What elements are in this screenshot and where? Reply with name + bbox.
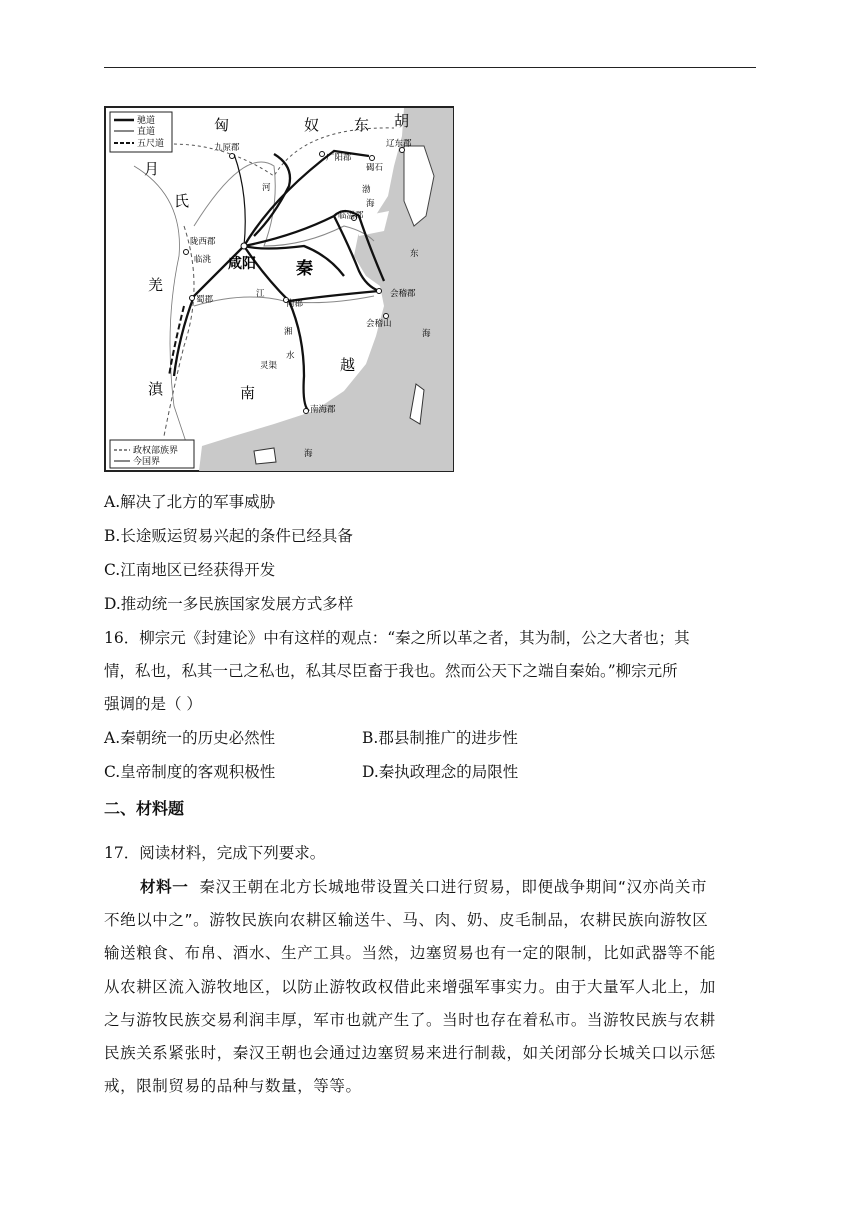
material-line-3: 输送粮食、布帛、酒水、生产工具。当然，边塞贸易也有一定的限制，比如武器等不能 bbox=[104, 944, 716, 962]
material-line-1 bbox=[140, 877, 707, 897]
label-hu: 胡 bbox=[394, 112, 410, 130]
label-zhi: 氏 bbox=[174, 192, 190, 210]
label-nanhai: 南海郡 bbox=[310, 405, 336, 415]
q16-line-2: 情，私也，私其一己之私也，私其尽臣畜于我也。然而公天下之端自秦始。”柳宗元所 bbox=[104, 662, 678, 680]
q16-option-a: A.秦朝统一的历史必然性 bbox=[104, 729, 276, 747]
label-dong: 东 bbox=[354, 116, 370, 134]
label-xiang: 湘 bbox=[284, 327, 293, 337]
legend-modern-border: 今国界 bbox=[133, 457, 161, 467]
label-bo: 渤 bbox=[362, 185, 371, 195]
material-line-5: 之与游牧民族交易利润丰厚，军市也就产生了。当时也存在着私市。当游牧民族与农耕 bbox=[104, 1011, 716, 1029]
label-kuaijishan: 会稽山 bbox=[366, 319, 392, 329]
q15-option-b: B.长途贩运贸易兴起的条件已经具备 bbox=[104, 527, 353, 545]
label-lingqu: 灵渠 bbox=[260, 361, 278, 371]
section-title: 二、材料题 bbox=[104, 799, 185, 818]
qin-roads-map bbox=[104, 106, 454, 472]
q16-line-3: 强调的是（ ） bbox=[104, 695, 202, 713]
material-line-2: 不绝以中之”。游牧民族向农耕区输送牛、马、肉、奶、皮毛制品，农耕民族向游牧区 bbox=[104, 911, 709, 929]
material-label: 材料一 bbox=[140, 878, 189, 896]
label-eastsea: 海 bbox=[422, 329, 431, 339]
label-nan: 南 bbox=[240, 384, 256, 402]
label-southsea: 海 bbox=[304, 449, 313, 459]
label-yue2: 越 bbox=[340, 356, 356, 374]
label-shu: 蜀郡 bbox=[196, 295, 214, 305]
label-liaodong: 辽东郡 bbox=[386, 139, 412, 149]
q16-option-c: C.皇帝制度的客观积极性 bbox=[104, 763, 276, 781]
label-xianyang: 咸阳 bbox=[228, 256, 256, 272]
q16-line-1: 16．柳宗元《封建论》中有这样的观点：“秦之所以革之者，其为制，公之大者也；其 bbox=[104, 629, 690, 647]
label-qiang: 羌 bbox=[148, 276, 164, 294]
material-line-7: 戒，限制贸易的品种与数量，等等。 bbox=[104, 1077, 362, 1095]
label-east: 东 bbox=[410, 249, 419, 259]
label-yuyang: 广阳郡 bbox=[326, 153, 352, 163]
label-jieshi: 碣石 bbox=[366, 163, 384, 173]
label-linzi: 临淄郡 bbox=[338, 211, 364, 221]
label-nu: 奴 bbox=[304, 116, 320, 134]
label-nanjun: 南郡 bbox=[286, 299, 304, 309]
material-line-6: 民族关系紧张时，秦汉王朝也会通过边塞贸易来进行制裁，如关闭部分长城关口以示惩 bbox=[104, 1044, 716, 1062]
label-shui: 水 bbox=[286, 351, 295, 361]
legend-chidao: 驰道 bbox=[137, 116, 156, 126]
label-lintao: 临洮 bbox=[194, 255, 212, 265]
label-yue: 月 bbox=[144, 160, 160, 178]
material-line-4: 从农耕区流入游牧地区，以防止游牧政权借此来增强军事实力。由于大量军人北上，加 bbox=[104, 978, 716, 996]
q15-option-a: A.解决了北方的军事威胁 bbox=[104, 493, 276, 511]
label-dian: 滇 bbox=[148, 380, 164, 398]
label-xiong: 匈 bbox=[214, 116, 230, 134]
q17-prompt: 17．阅读材料，完成下列要求。 bbox=[104, 844, 326, 862]
legend-border: 政权部族界 bbox=[133, 446, 179, 456]
label-longxi: 陇西郡 bbox=[190, 237, 216, 247]
q15-option-d: D.推动统一多民族国家发展方式多样 bbox=[104, 595, 354, 613]
label-jiuyuan: 九原郡 bbox=[214, 143, 240, 153]
q15-option-c: C.江南地区已经获得开发 bbox=[104, 561, 276, 579]
material-text-1: 秦汉王朝在北方长城地带设置关口进行贸易，即便战争期间“汉亦尚关市 bbox=[199, 878, 708, 896]
label-bohai: 海 bbox=[366, 199, 375, 209]
q16-option-d: D.秦执政理念的局限性 bbox=[362, 763, 519, 781]
legend-wuchidao: 五尺道 bbox=[137, 139, 165, 149]
label-jiang: 江 bbox=[256, 289, 265, 299]
hainan-island bbox=[254, 448, 276, 464]
header-rule bbox=[104, 67, 756, 68]
q16-option-b: B.郡县制推广的进步性 bbox=[362, 729, 518, 747]
label-he: 河 bbox=[262, 183, 271, 193]
label-kuaiji: 会稽郡 bbox=[390, 289, 416, 299]
label-qin: 秦 bbox=[296, 259, 313, 279]
legend-zhidao: 直道 bbox=[137, 127, 156, 137]
